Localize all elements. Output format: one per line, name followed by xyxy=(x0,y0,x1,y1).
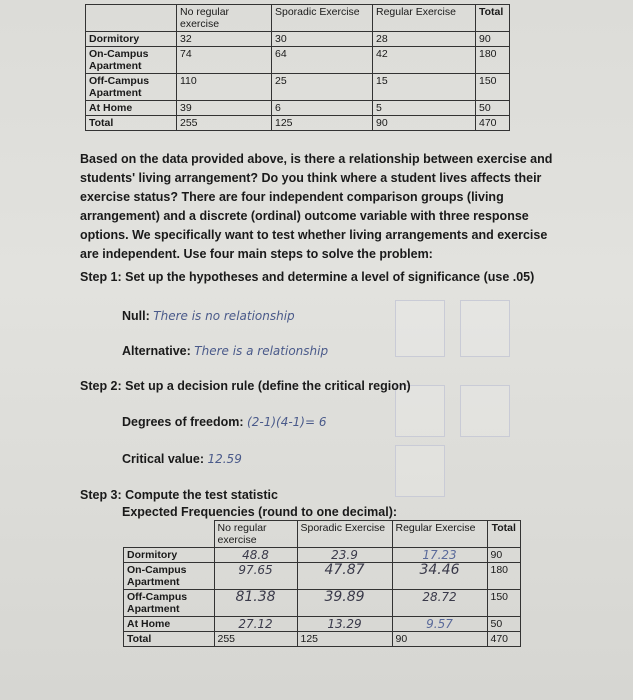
cell: 50 xyxy=(487,617,521,632)
question-paragraph: Based on the data provided above, is there a relationship between exercise and students' living arrangement? Do you think where a student lives affects their exercise status? There are four independent comparison groups (living arrangement) and a discrete (ordinal) outcome variable with three response options. We specifically want to test whether living arrangements and exercise are independent. Use four main steps to solve the problem: xyxy=(80,152,553,261)
cell[interactable]: 17.23 xyxy=(392,548,487,563)
cell: 39 xyxy=(177,101,272,116)
cell: 90 xyxy=(373,116,476,131)
cell: 90 xyxy=(392,632,487,647)
cv-answer[interactable]: 12.59 xyxy=(207,452,242,466)
cell: 6 xyxy=(272,101,373,116)
table-row xyxy=(124,632,521,647)
df-label: Degrees of freedom: xyxy=(122,415,244,429)
cell: 150 xyxy=(476,74,510,101)
expected-table xyxy=(123,520,521,647)
col-header-sporadic: Sporadic Exercise xyxy=(297,521,392,548)
cell: 125 xyxy=(297,632,392,647)
table-row xyxy=(86,32,510,47)
cell: 470 xyxy=(476,116,510,131)
alt-answer[interactable]: There is a relationship xyxy=(194,344,329,358)
cell[interactable]: 48.8 xyxy=(214,548,297,563)
bleed-box xyxy=(395,445,445,497)
table-row xyxy=(124,617,521,632)
cell: 5 xyxy=(373,101,476,116)
cell: 110 xyxy=(177,74,272,101)
row-label: Off-Campus Apartment xyxy=(86,74,177,101)
col-header-regular: Regular Exercise xyxy=(373,5,476,32)
cell: 180 xyxy=(487,563,521,590)
table-row xyxy=(124,548,521,563)
row-label: On-Campus Apartment xyxy=(86,47,177,74)
cell: 25 xyxy=(272,74,373,101)
cell: 42 xyxy=(373,47,476,74)
critical-value xyxy=(122,452,242,466)
cell: 125 xyxy=(272,116,373,131)
cell[interactable]: 97.65 xyxy=(214,563,297,590)
col-header-total: Total xyxy=(476,5,510,32)
cell[interactable]: 39.89 xyxy=(297,590,392,617)
null-hypothesis xyxy=(122,309,295,323)
step1-heading: Step 1: Set up the hypotheses and determine a level of significance (use .05) xyxy=(80,270,535,284)
cell: 90 xyxy=(476,32,510,47)
table-row xyxy=(124,590,521,617)
cell[interactable]: 27.12 xyxy=(214,617,297,632)
cell[interactable]: 9.57 xyxy=(392,617,487,632)
bleed-box xyxy=(460,300,510,357)
row-label: Dormitory xyxy=(124,548,215,563)
row-label: At Home xyxy=(86,101,177,116)
cell[interactable]: 23.9 xyxy=(297,548,392,563)
col-header-regular: Regular Exercise xyxy=(392,521,487,548)
table-row xyxy=(86,101,510,116)
alternative-hypothesis xyxy=(122,344,328,358)
row-label: Total xyxy=(124,632,215,647)
cell: 28 xyxy=(373,32,476,47)
table-row xyxy=(86,5,510,32)
cell: 50 xyxy=(476,101,510,116)
cell: 32 xyxy=(177,32,272,47)
cell: 255 xyxy=(214,632,297,647)
cell[interactable]: 47.87 xyxy=(297,563,392,590)
cell: 150 xyxy=(487,590,521,617)
table-row xyxy=(124,521,521,548)
cell: 470 xyxy=(487,632,521,647)
row-label: Total xyxy=(86,116,177,131)
cell: 74 xyxy=(177,47,272,74)
step2-heading: Step 2: Set up a decision rule (define the critical region) xyxy=(80,379,411,393)
col-header-sporadic: Sporadic Exercise xyxy=(272,5,373,32)
step3-heading: Step 3: Compute the test statistic xyxy=(80,488,278,502)
expected-title: Expected Frequencies (round to one decimal): xyxy=(122,505,398,519)
table-row xyxy=(124,563,521,590)
cell: 64 xyxy=(272,47,373,74)
row-label: Off-Campus Apartment xyxy=(124,590,215,617)
cv-label: Critical value: xyxy=(122,452,204,466)
cell[interactable]: 34.46 xyxy=(392,563,487,590)
null-answer[interactable]: There is no relationship xyxy=(153,309,295,323)
cell: 90 xyxy=(487,548,521,563)
null-label: Null: xyxy=(122,309,150,323)
row-label: At Home xyxy=(124,617,215,632)
cell: 180 xyxy=(476,47,510,74)
table-row xyxy=(86,116,510,131)
col-header-no-regular: No regular exercise xyxy=(214,521,297,548)
observed-table xyxy=(85,4,510,131)
col-header-no-regular: No regular exercise xyxy=(177,5,272,32)
cell: 30 xyxy=(272,32,373,47)
header-blank xyxy=(86,5,177,32)
header-blank xyxy=(124,521,215,548)
alt-label: Alternative: xyxy=(122,344,191,358)
table-row xyxy=(86,74,510,101)
row-label: Dormitory xyxy=(86,32,177,47)
cell[interactable]: 28.72 xyxy=(392,590,487,617)
col-header-total: Total xyxy=(487,521,521,548)
cell: 255 xyxy=(177,116,272,131)
table-row xyxy=(86,47,510,74)
cell[interactable]: 13.29 xyxy=(297,617,392,632)
bleed-box xyxy=(395,300,445,357)
cell: 15 xyxy=(373,74,476,101)
bleed-box xyxy=(460,385,510,437)
row-label: On-Campus Apartment xyxy=(124,563,215,590)
cell[interactable]: 81.38 xyxy=(214,590,297,617)
df-answer[interactable]: (2-1)(4-1)= 6 xyxy=(247,415,327,429)
degrees-of-freedom xyxy=(122,415,326,429)
